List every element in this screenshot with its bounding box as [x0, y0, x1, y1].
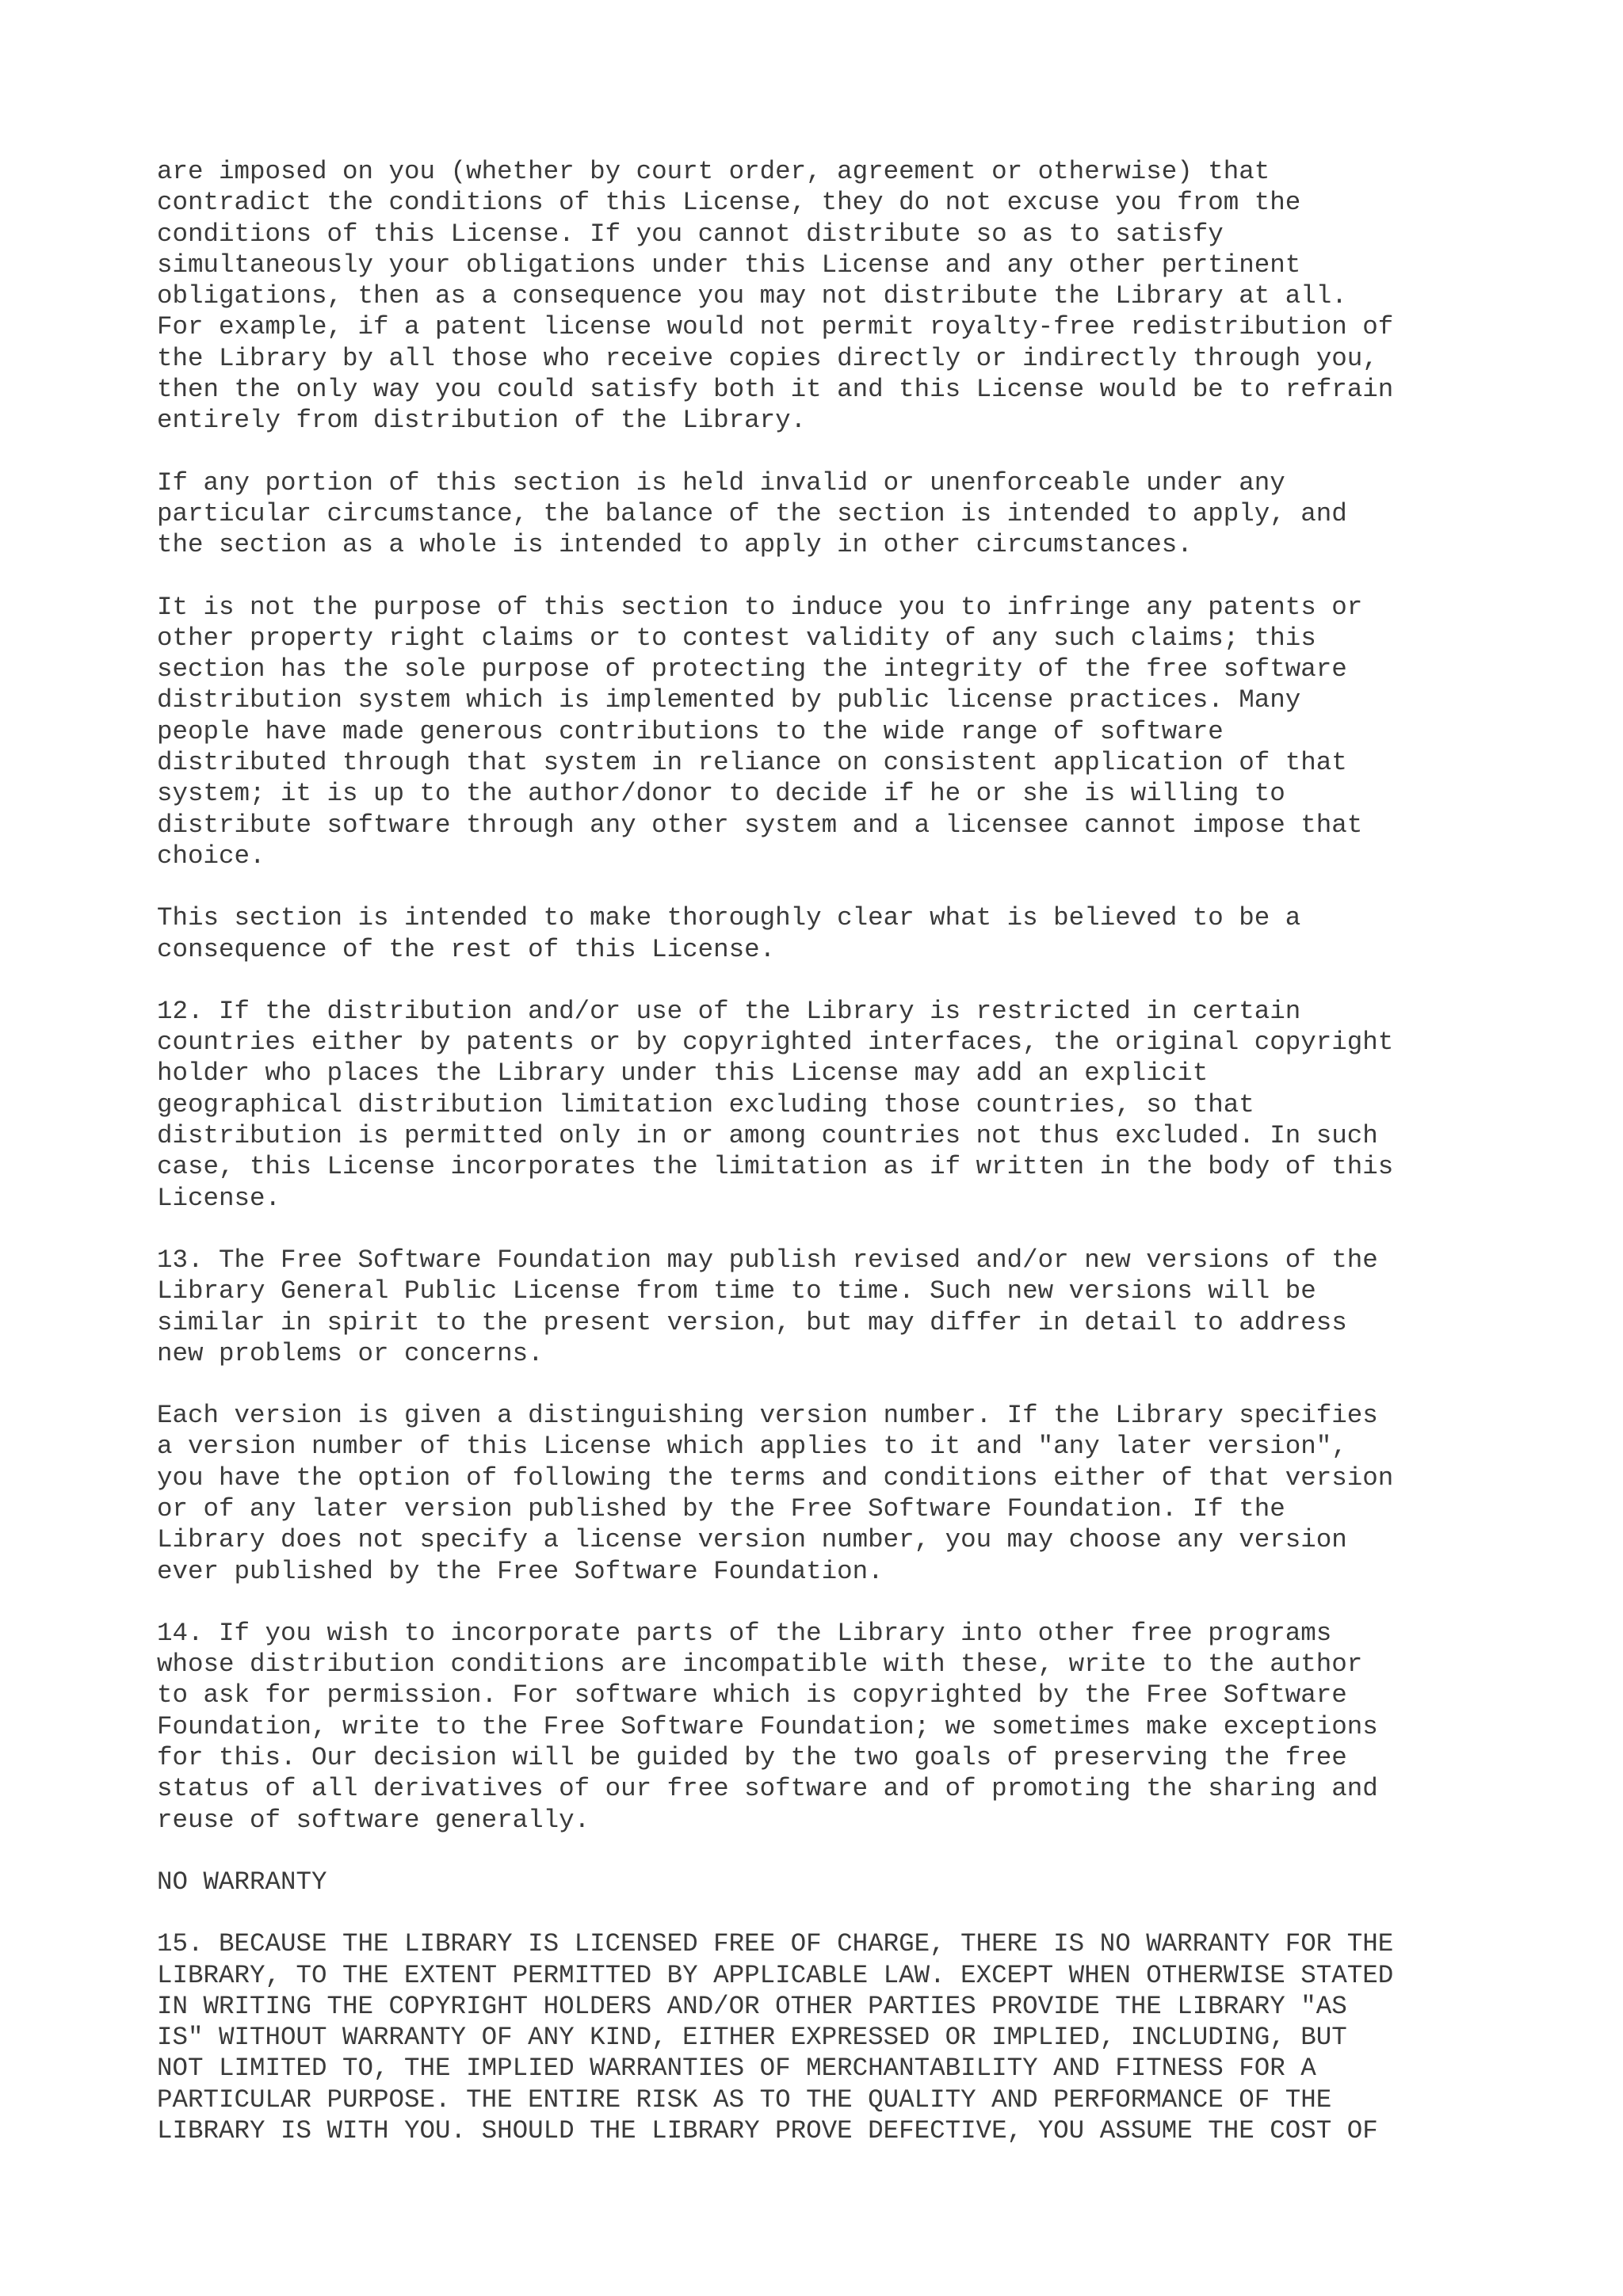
heading-no-warranty: NO WARRANTY — [157, 1867, 327, 1897]
paragraph-section-13: 13. The Free Software Foundation may publish revised and/or new versions of the Library General Public License from time to time. Such new versions will be similar in spirit to the present version, but may differ in detail to address new problems or concerns. — [157, 1245, 1378, 1368]
paragraph-section-11-continuation: are imposed on you (whether by court order, agreement or otherwise) that contradict the conditions of this License, they do not excuse you from the conditions of this License. If you cannot distribute so as to satisfy simultaneously your obligations under this License and any other pertinent obligations, then as a consequence you may not distribute the Library at all. For example, if a patent license would not permit royalty-free redistribution of the Library by all those who receive copies directly or indirectly through you, then the only way you could satisfy both it and this License would be to refrain entirely from distribution of the Library. — [157, 157, 1394, 436]
paragraph-section-12: 12. If the distribution and/or use of the Library is restricted in certain countries either by patents or by copyrighted interfaces, the original copyright holder who places the Library under this License may add an explicit geographical distribution limitation excluding those countries, so that distribution is permitted only in or among countries not thus excluded. In such case, this License incorporates the limitation as if written in the body of this License. — [157, 996, 1394, 1213]
paragraph-version-number: Each version is given a distinguishing version number. If the Library specifies a version number of this License which applies to it and "any later version", you have the option of following the terms and conditions either of that version or of any later version published by the Free Software Foundation. If the Library does not specify a license version number, you may choose any version ever published by the Free Software Foundation. — [157, 1401, 1394, 1586]
paragraph-invalid-portion: If any portion of this section is held invalid or unenforceable under any particular circumstance, the balance of the section is intended to apply, and the section as a whole is intended to apply in other circumstances. — [157, 467, 1347, 560]
paragraph-section-15: 15. BECAUSE THE LIBRARY IS LICENSED FREE OF CHARGE, THERE IS NO WARRANTY FOR THE LIBRARY, TO THE EXTENT PERMITTED BY APPLICABLE LAW. EXCEPT WHEN OTHERWISE STATED IN WRITING THE COPYRIGHT HOLDERS AND/OR OTHER PARTIES PROVIDE THE LIBRARY "AS IS" WITHOUT WARRANTY OF ANY KIND, EITHER EXPRESSED OR IMPLIED, INCLUDING, BUT NOT LIMITED TO, THE IMPLIED WARRANTIES OF MERCHANTABILITY AND FITNESS FOR A PARTICULAR PURPOSE. THE ENTIRE RISK AS TO THE QUALITY AND PERFORMANCE OF THE LIBRARY IS WITH YOU. SHOULD THE LIBRARY PROVE DEFECTIVE, YOU ASSUME THE COST OF — [157, 1929, 1394, 2146]
document-page — [157, 156, 1583, 2177]
paragraph-purpose-of-section: It is not the purpose of this section to induce you to infringe any patents or other property right claims or to contest validity of any such claims; this section has the sole purpose of protecting the integrity of the free software distribution system which is implemented by public license practices. Many people have made generous contributions to the wide range of software distributed through that system in reliance on consistent application of that system; it is up to the author/donor to decide if he or she is willing to distribute software through any other system and a licensee cannot impose that choice. — [157, 592, 1363, 871]
paragraph-section-intent: This section is intended to make thoroughly clear what is believed to be a consequence of the rest of this License. — [157, 903, 1301, 964]
paragraph-section-14: 14. If you wish to incorporate parts of the Library into other free programs whose distribution conditions are incompatible with these, write to the author to ask for permission. For software which is copyrighted by the Free Software Foundation, write to the Free Software Foundation; we sometimes make exceptions for this. Our decision will be guided by the two goals of preserving the free status of all derivatives of our free software and of promoting the sharing and reuse of software generally. — [157, 1618, 1378, 1835]
